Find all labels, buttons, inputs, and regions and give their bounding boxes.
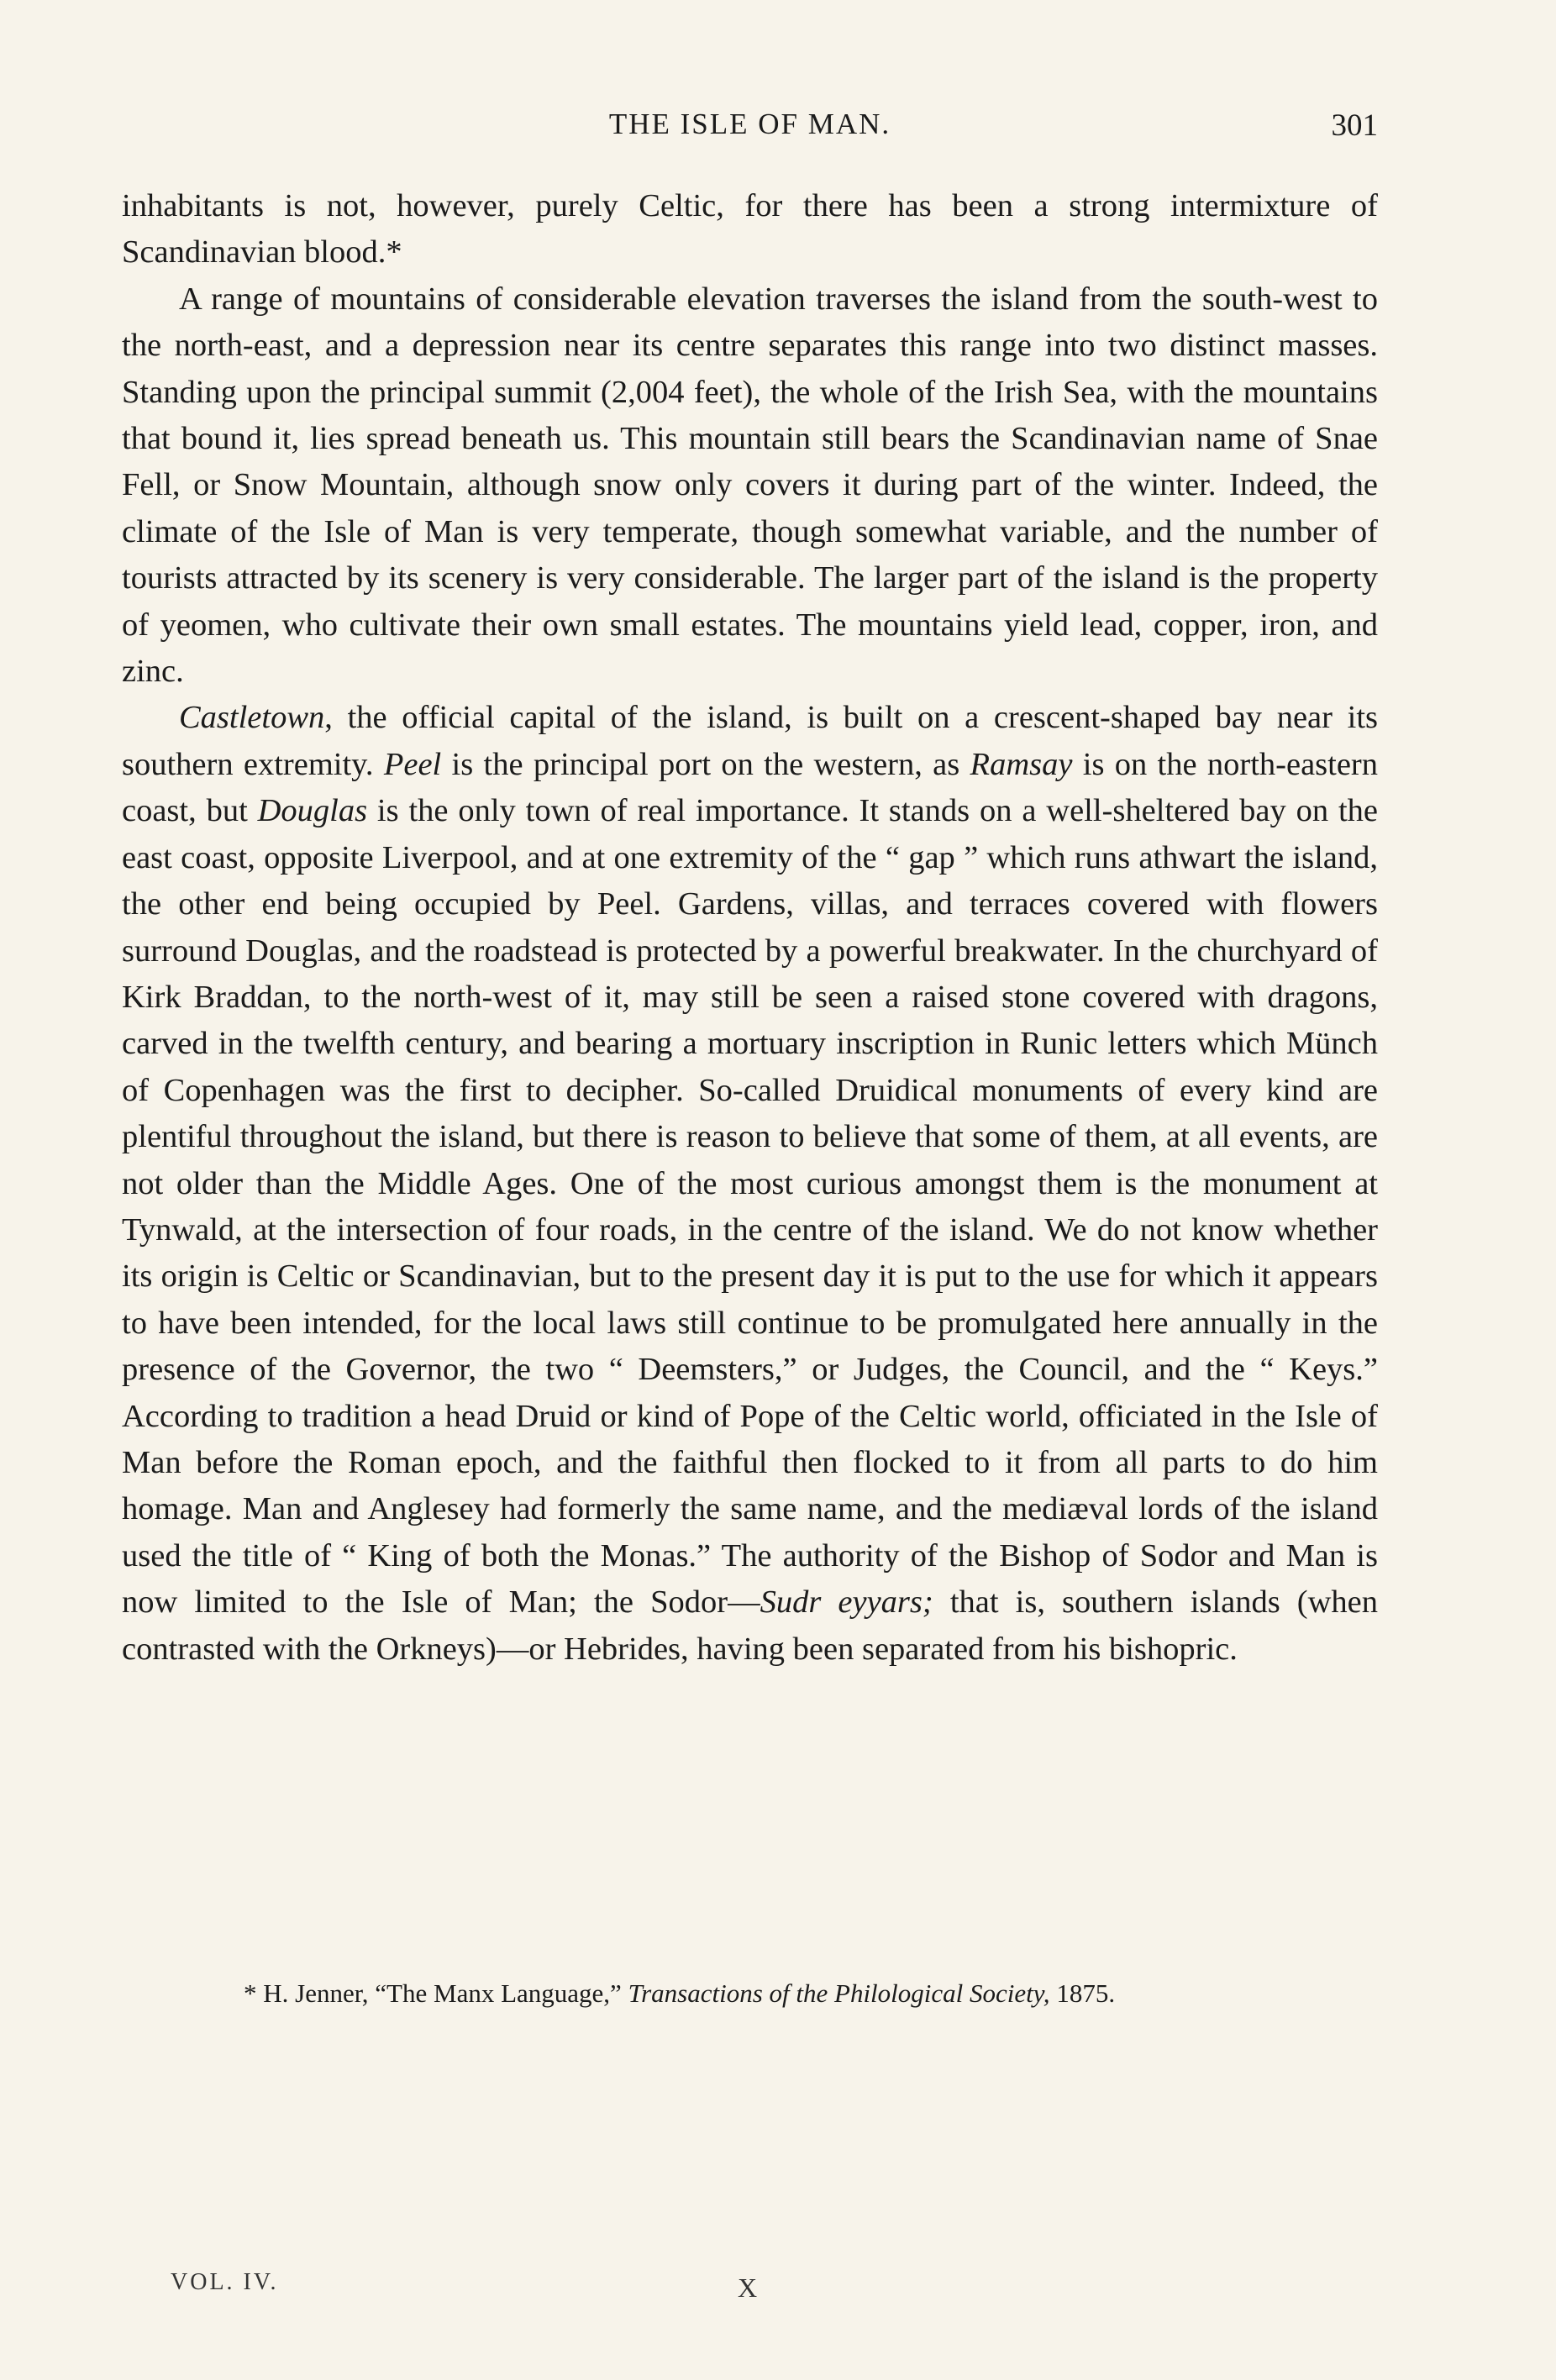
text-run: , the official capital of the island, is built on a crescent-shaped bay near its southern extremity. xyxy=(122,700,1378,782)
italic-run: Castletown xyxy=(179,700,325,736)
italic-run: Transactions of the Philological Society, xyxy=(628,1978,1050,2008)
text-run: * H. Jenner, “The Manx Language,” xyxy=(244,1978,628,2008)
text-run: is the principal port on the western, as xyxy=(441,746,970,782)
text-run: is the only town of real importance. It stands on a well-sheltered bay on the east coast, opposite Liverpool, and at one extremity of the “ gap ” which runs athwart the island, the other end being occupied by Peel. Gardens, villas, and terraces covered with flowers surround Douglas, and the roadstead is protected by a powerful breakwater. In the churchyard of Kirk Braddan, to the north-west of it, may still be seen a raised stone covered with dragons, carved in the twelfth century, and bearing a mortuary inscription in Runic letters which Münch of Copenhagen was the first to decipher. So-called Druidical monuments of every kind are plentiful throughout the island, but there is reason to believe that some of them, at all events, are not older than the Middle Ages. One of the most curious amongst them is the monument at Tynwald, at the intersection of four roads, in the centre of the island. We do not know whether its origin is Celtic or Scandinavian, but to the present day it is put to the use for which it appears to have been intended, for the local laws still continue to be promulgated here annually in the presence of the Governor, the two “ Deemsters,” or Judges, the Council, and the “ Keys.” According to tradition a head Druid or kind of Pope of the Celtic world, officiated in the Isle of Man before the Roman epoch, and the faithful then flocked to it from all parts to do him homage. Man and Anglesey had formerly the same name, and the mediæval lords of the island used the title of “ King of both the Monas.” The authority of the Bishop of Sodor and Man is now limited to the Isle of Man; the Sodor— xyxy=(122,793,1378,1621)
text-run: inhabitants is not, however, purely Celtic, for there has been a strong intermixture of Scandinavian blood.* xyxy=(122,188,1378,271)
volume-mark: VOL. IV. xyxy=(171,2269,279,2295)
running-title: THE ISLE OF MAN. xyxy=(608,108,891,140)
italic-run: Peel xyxy=(383,746,442,782)
running-head xyxy=(122,108,1378,150)
italic-run: Ramsay xyxy=(970,746,1073,782)
footnote xyxy=(244,1977,1386,2010)
text-run: is on the north-eastern coast, but xyxy=(122,746,1378,829)
signature-mark: X xyxy=(738,2272,758,2303)
text-run: that is, southern islands (when contrasted with the Orkneys)—or Hebrides, having been separated from his bishopric. xyxy=(122,1584,1378,1667)
body-text xyxy=(122,183,1378,1673)
paragraph xyxy=(122,695,1378,1673)
paragraph xyxy=(122,183,1378,276)
paragraph xyxy=(122,276,1378,696)
italic-run: Douglas xyxy=(257,793,368,829)
italic-run: Sudr eyyars; xyxy=(760,1584,933,1621)
text-run: A range of mountains of considerable elevation traverses the island from the south-west to the north-east, and a depression near its centre separates this range into two distinct masses. Standing upon the principal summit (2,004 feet), the whole of the Irish Sea, with the mountains that bound it, lies spread beneath us. This mountain still bears the Scandinavian name of Snae Fell, or Snow Mountain, although snow only covers it during part of the winter. Indeed, the climate of the Isle of Man is very temperate, though somewhat variable, and the number of tourists attracted by its scenery is very considerable. The larger part of the island is the property of yeomen, who cultivate their own small estates. The mountains yield lead, copper, iron, and zinc. xyxy=(122,281,1378,690)
page-number: 301 xyxy=(1331,108,1378,143)
text-run: 1875. xyxy=(1049,1978,1116,2008)
